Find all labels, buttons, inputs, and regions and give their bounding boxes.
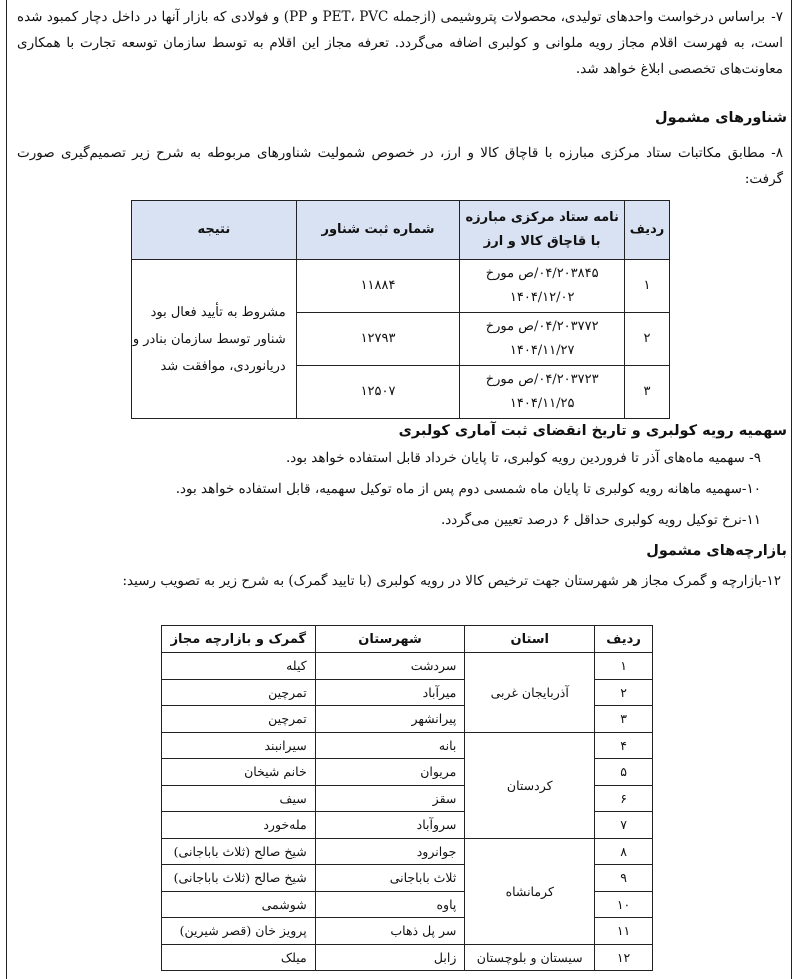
customs-cell: شوشمی (162, 891, 316, 918)
letter-date: ۱۴۰۴/۱۱/۲۷ (509, 343, 575, 358)
registration-number: ۱۲۷۹۳ (296, 313, 460, 366)
customs-cell: پرویز خان (قصر شیرین) (162, 918, 316, 945)
header-row-number: ردیف (625, 201, 670, 260)
paragraph-7 (17, 4, 783, 82)
paragraph-number: ۸- (771, 145, 783, 161)
letter-cell (460, 366, 625, 419)
section-heading-markets: بازارچه‌های مشمول (646, 543, 787, 559)
item-10 (176, 481, 761, 497)
item-text: سهمیه ماه‌های آذر تا فروردین رویه کولبری، تا پایان خرداد قابل استفاده خواهد بود. (285, 450, 745, 466)
registration-number: ۱۱۸۸۴ (296, 260, 460, 313)
item-9 (286, 450, 761, 466)
letter-number: ۰۴/۲۰۳۷۲۳/ص مورخ (485, 372, 599, 387)
item-number: ۱۰- (741, 481, 761, 497)
letter-number: ۰۴/۲۰۳۸۴۵/ص مورخ (485, 266, 599, 281)
row-number: ۴ (595, 732, 653, 759)
row-number: ۳ (625, 366, 670, 419)
table-row (162, 838, 653, 865)
table-row (132, 260, 670, 313)
item-number: ۱۱- (741, 512, 761, 528)
paragraph-text: مطابق مکاتبات ستاد مرکزی مبارزه با قاچاق کالا و ارز، در خصوص شمولیت شناورهای مربوطه به شرح زیر تصمیم‌گیری صورت گرفت: (17, 145, 783, 187)
paragraph-number: ۱۲- (761, 573, 781, 589)
header-row-number: ردیف (595, 626, 653, 653)
city-cell: میرآباد (315, 679, 465, 706)
document-page (6, 0, 792, 979)
city-cell: پیرانشهر (315, 706, 465, 733)
section-heading-floats: شناورهای مشمول (655, 110, 787, 126)
customs-cell: سیف (162, 785, 316, 812)
province-cell: آذربایجان غربی (465, 653, 595, 733)
customs-cell: شیخ صالح (ثلاث باباجانی) (162, 865, 316, 892)
header-letter: نامه ستاد مرکزی مبارزه با قاچاق کالا و ارز (460, 201, 625, 260)
table-header-row (162, 626, 653, 653)
city-cell: بانه (315, 732, 465, 759)
letter-cell (460, 313, 625, 366)
paragraph-number: ۷- (771, 9, 783, 25)
item-text: سهمیه ماهانه رویه کولبری تا پایان ماه شمسی دوم پس از ماه توکیل سهمیه، قابل استفاده خواهد بود. (175, 481, 742, 497)
row-number: ۱۰ (595, 891, 653, 918)
item-11 (441, 512, 761, 528)
row-number: ۹ (595, 865, 653, 892)
header-result: نتیجه (132, 201, 297, 260)
row-number: ۲ (595, 679, 653, 706)
row-number: ۱ (625, 260, 670, 313)
row-number: ۷ (595, 812, 653, 839)
paragraph-8 (17, 140, 783, 192)
header-customs: گمرک و بازارچه مجاز (162, 626, 316, 653)
city-cell: سقز (315, 785, 465, 812)
row-number: ۳ (595, 706, 653, 733)
paragraph-text: بازارچه و گمرک مجاز هر شهرستان جهت ترخیص کالا در رویه کولبری (با تایید گمرک) به شرح زیر به تصویب رسید: (122, 573, 762, 589)
section-heading-quota: سهمیه رویه کولبری و تاریخ انقضای ثبت آماری کولبری (398, 423, 787, 439)
row-number: ۱۱ (595, 918, 653, 945)
city-cell: جوانرود (315, 838, 465, 865)
table-row (162, 944, 653, 971)
paragraph-text: براساس درخواست واحدهای تولیدی، محصولات پتروشیمی (ازجمله PET، PVC و PP) و فولادی که بازار آنها در داخل دچار کمبود شده است، به فهرست اقلام مجاز رویه ملوانی و کولبری اضافه می‌گردد. تعرفه مجاز این اقلام به توسط سازمان توسعه تجارت با همکاری معاونت‌های تخصصی ابلاغ خواهد شد. (17, 9, 783, 77)
customs-cell: شیخ صالح (ثلاث باباجانی) (162, 838, 316, 865)
customs-cell: سیرانبند (162, 732, 316, 759)
floats-table (131, 200, 670, 419)
customs-cell: مله‌خورد (162, 812, 316, 839)
row-number: ۸ (595, 838, 653, 865)
letter-cell (460, 260, 625, 313)
city-cell: سردشت (315, 653, 465, 680)
row-number: ۱ (595, 653, 653, 680)
paragraph-12 (122, 573, 781, 589)
letter-date: ۱۴۰۴/۱۲/۰۲ (509, 290, 575, 305)
province-cell: سیستان و بلوچستان (465, 944, 595, 971)
registration-number: ۱۲۵۰۷ (296, 366, 460, 419)
table-header-row (132, 201, 670, 260)
item-number: ۹- (749, 450, 761, 466)
city-cell: ثلاث باباجانی (315, 865, 465, 892)
city-cell: پاوه (315, 891, 465, 918)
city-cell: سروآباد (315, 812, 465, 839)
customs-cell: تمرچین (162, 679, 316, 706)
row-number: ۱۲ (595, 944, 653, 971)
row-number: ۵ (595, 759, 653, 786)
province-cell: کرمانشاه (465, 838, 595, 944)
header-province: استان (465, 626, 595, 653)
result-cell: مشروط به تأیید فعال بود شناور توسط سازمان بنادر و دریانوردی، موافقت شد (132, 260, 297, 419)
city-cell: زابل (315, 944, 465, 971)
letter-number: ۰۴/۲۰۳۷۷۲/ص مورخ (485, 319, 599, 334)
header-registration: شماره ثبت شناور (296, 201, 460, 260)
customs-cell: خانم شیخان (162, 759, 316, 786)
customs-cell: تمرچین (162, 706, 316, 733)
customs-cell: کیله (162, 653, 316, 680)
row-number: ۲ (625, 313, 670, 366)
customs-cell: میلک (162, 944, 316, 971)
city-cell: مریوان (315, 759, 465, 786)
item-text: نرخ توکیل رویه کولبری حداقل ۶ درصد تعیین می‌گردد. (440, 512, 742, 528)
table-row (162, 732, 653, 759)
row-number: ۶ (595, 785, 653, 812)
city-cell: سر پل ذهاب (315, 918, 465, 945)
header-city: شهرستان (315, 626, 465, 653)
letter-date: ۱۴۰۴/۱۱/۲۵ (509, 396, 575, 411)
table-row (162, 653, 653, 680)
province-cell: کردستان (465, 732, 595, 838)
markets-table (161, 625, 653, 971)
